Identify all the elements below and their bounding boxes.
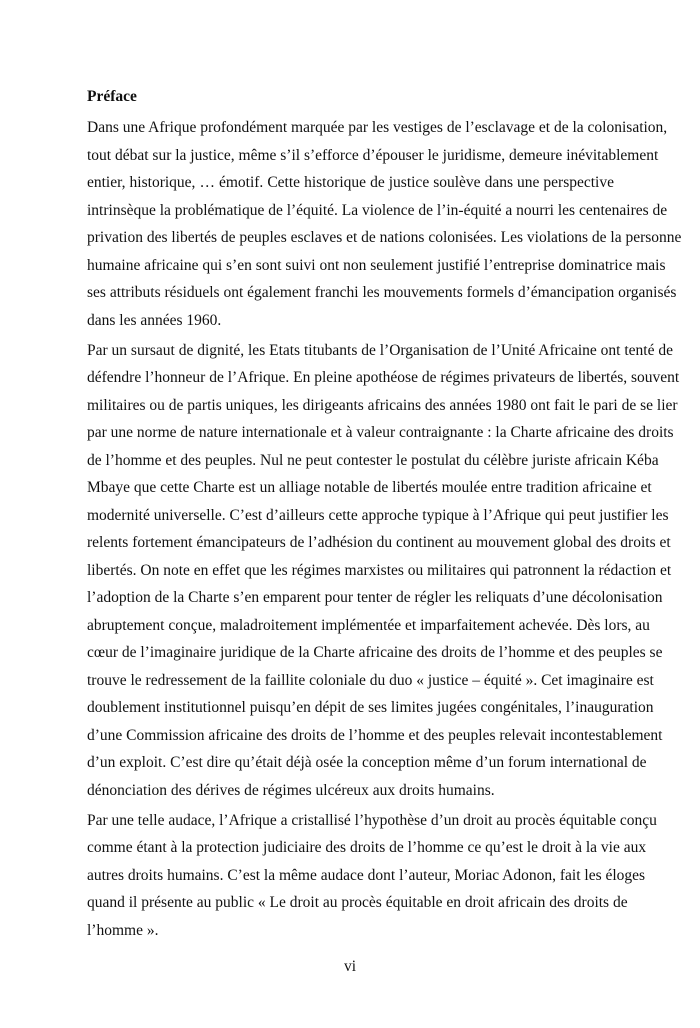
text-line: de l’homme et des peuples. Nul ne peut contester le postulat du célèbre juriste africain Kéba bbox=[87, 451, 659, 469]
text-line: dans les années 1960. bbox=[87, 311, 222, 329]
paragraph bbox=[87, 810, 657, 948]
text-line: humaine africaine qui s’en sont suivi ont non seulement justifié l’entreprise dominatrice mais bbox=[87, 256, 666, 274]
text-line: l’adoption de la Charte s’en emparent pour tenter de régler les reliquats d’une décolonisation bbox=[87, 589, 663, 606]
text-line: dénonciation des dérives de régimes ulcéreux aux droits humains. bbox=[87, 781, 495, 799]
text-line: doublement institutionnel puisqu’en dépit de ses limites jugées congénitales, l’inauguration bbox=[87, 699, 654, 716]
text-line: Dans une Afrique profondément marquée par les vestiges de l’esclavage et de la colonisation, bbox=[87, 119, 668, 136]
text-line: privation des libertés de peuples esclaves et de nations colonisées. Les violations de la personne bbox=[87, 229, 682, 246]
text-line: entier, historique, … émotif. Cette historique de justice soulève dans une perspective bbox=[87, 174, 614, 191]
text-line: Par une telle audace, l’Afrique a cristallisé l’hypothèse d’un droit au procès équitable conçu bbox=[87, 811, 657, 829]
text-line: cœur de l’imaginaire juridique de la Charte africaine des droits de l’homme et des peuples se bbox=[87, 644, 663, 661]
text-line: trouve le redressement de la faillite coloniale du duo « justice – équité ». Cet imaginaire est bbox=[87, 671, 654, 689]
text-line: abruptement conçue, maladroitement implémentée et imparfaitement achevée. Dès lors, au bbox=[87, 616, 650, 634]
text-line: Par un sursaut de dignité, les Etats titubants de l’Organisation de l’Unité Africaine ont tenté de bbox=[87, 341, 673, 359]
paragraph bbox=[87, 117, 682, 337]
text-line: autres droits humains. C’est la même audace dont l’auteur, Moriac Adonon, fait les éloges bbox=[87, 866, 646, 884]
text-line: par une norme de nature internationale et à valeur contraignante : la Charte africaine des droits bbox=[87, 424, 674, 441]
paragraph bbox=[87, 340, 680, 808]
text-line: relents fortement émancipateurs de l’adhésion du continent au mouvement global des droits et bbox=[87, 534, 671, 551]
text-line: d’une Commission africaine des droits de l’homme et des peuples relevait incontestablement bbox=[87, 726, 663, 744]
text-line: ses attributs résiduels ont également franchi les mouvements formels d’émancipation organisés bbox=[87, 284, 677, 301]
text-line: modernité universelle. C’est d’ailleurs cette approche typique à l’Afrique qui peut justifier les bbox=[87, 506, 669, 524]
document-body bbox=[87, 117, 682, 950]
text-line: Mbaye que cette Charte est un alliage notable de libertés moulée entre tradition africaine et bbox=[87, 479, 652, 496]
text-line: comme étant à la protection judiciaire des droits de l’homme ce qu’est le droit à la vie aux bbox=[87, 839, 647, 856]
text-line: militaires ou de partis uniques, les dirigeants africains des années 1980 ont fait le pari de se lier bbox=[87, 396, 678, 414]
text-line: l’homme ». bbox=[87, 921, 159, 939]
text-line: tout débat sur la justice, même s’il s’efforce d’épouser le juridisme, demeure inévitablement bbox=[87, 146, 659, 164]
text-line: quand il présente au public « Le droit au procès équitable en droit africain des droits de bbox=[87, 894, 628, 911]
page-title: Préface bbox=[87, 88, 137, 105]
text-line: intrinsèque la problématique de l’équité. La violence de l’in-équité a nourri les centenaires de bbox=[87, 201, 668, 219]
text-line: d’un exploit. C’est dire qu’était déjà osée la conception même d’un forum international de bbox=[87, 754, 647, 771]
text-line: défendre l’honneur de l’Afrique. En pleine apothéose de régimes privateurs de libertés, souvent bbox=[87, 369, 680, 386]
page-number: vi bbox=[343, 958, 357, 975]
text-line: libertés. On note en effet que les régimes marxistes ou militaires qui patronnent la rédaction et bbox=[87, 561, 672, 579]
